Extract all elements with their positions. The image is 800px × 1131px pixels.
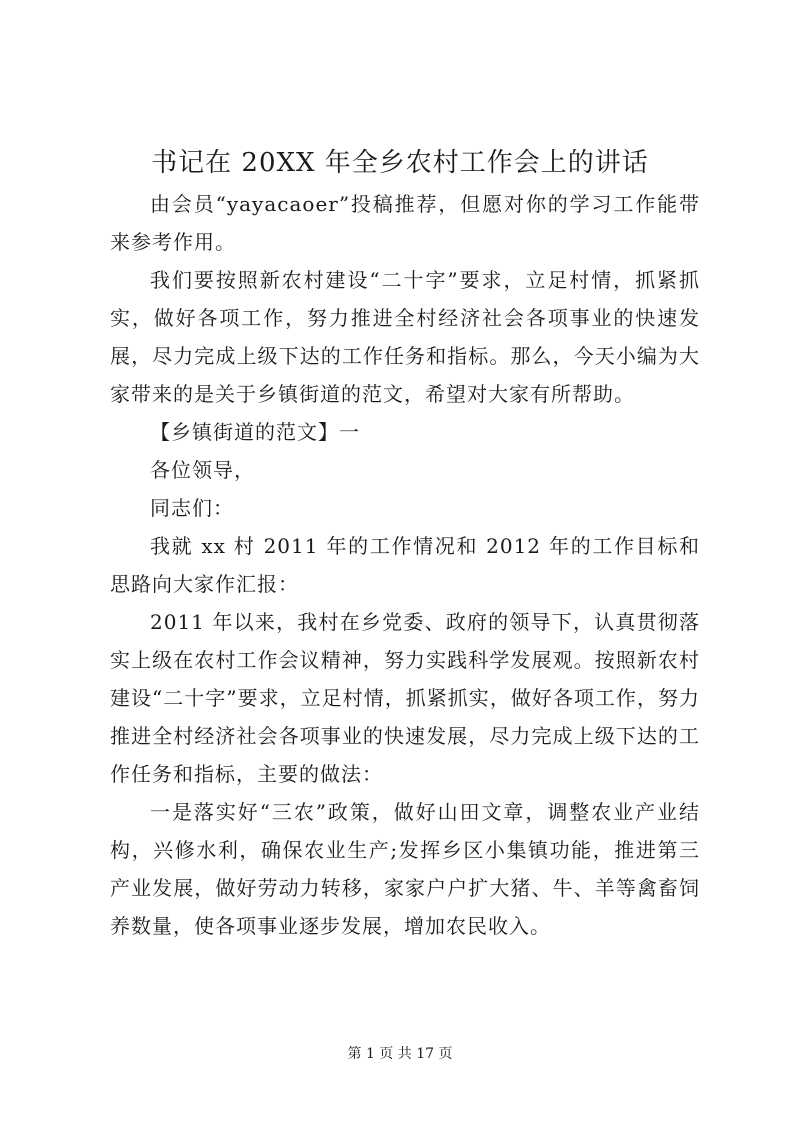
salutation-leaders: 各位领导，: [150, 458, 255, 482]
section-heading: 【乡镇街道的范文】一: [150, 420, 360, 444]
document-title: 书记在 20XX 年全乡农村工作会上的讲话: [151, 148, 649, 178]
paragraph-2011-work: 2011 年以来，我村在乡党委、政府的领导下，认真贯彻落实上级在农村工作会议精神，努力实践科学发展观。按照新农村建设“二十字”要求，立足村情，抓紧抓实，做好各项工作，努力推进全村经济社会各项事业的快速发展，尽力完成上级下达的工作任务和指标，主要的做法：: [110, 610, 700, 786]
document-body: [110, 185, 700, 945]
salutation-comrades: 同志们：: [150, 496, 234, 520]
paragraph-measure-one: 一是落实好“三农”政策，做好山田文章，调整农业产业结构，兴修水利，确保农业生产;发挥乡区小集镇功能，推进第三产业发展，做好劳动力转移，家家户户扩大猪、牛、羊等禽畜饲养数量，使各项事业逐步发展，增加农民收入。: [110, 800, 700, 938]
paragraph-report-intro: 我就 xx 村 2011 年的工作情况和 2012 年的工作目标和思路向大家作汇报：: [110, 534, 700, 596]
paragraph-intro: 由会员“yayacaoer”投稿推荐，但愿对你的学习工作能带来参考作用。: [110, 192, 700, 254]
page-number-footer: 第 1 页 共 17 页: [347, 1046, 453, 1062]
paragraph-summary: 我们要按照新农村建设“二十字”要求，立足村情，抓紧抓实，做好各项工作，努力推进全村经济社会各项事业的快速发展，尽力完成上级下达的工作任务和指标。那么，今天小编为大家带来的是关于乡镇街道的范文，希望对大家有所帮助。: [110, 268, 700, 406]
